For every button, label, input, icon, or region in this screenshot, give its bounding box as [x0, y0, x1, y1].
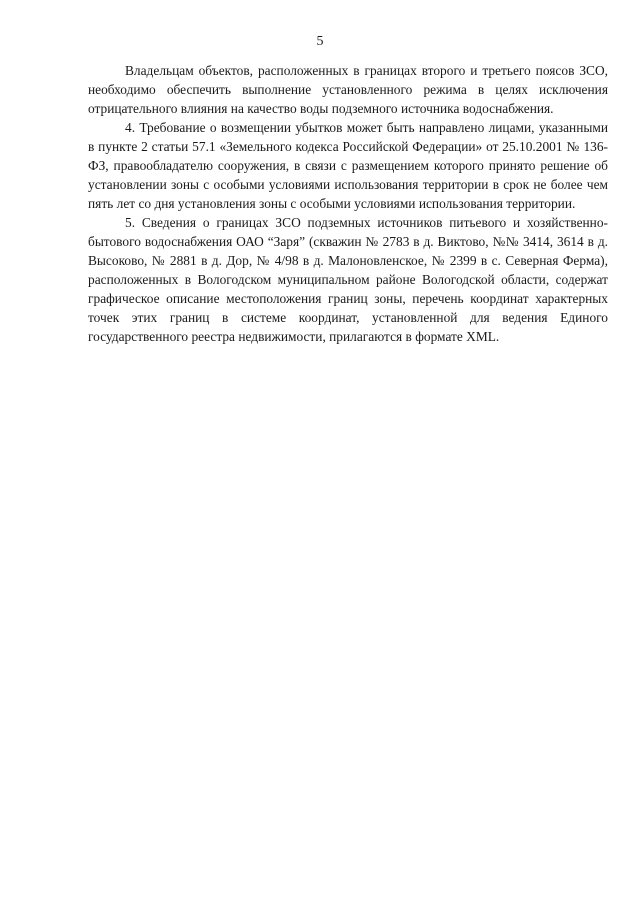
page-number: 5 — [316, 34, 324, 49]
paragraph-zso-owners: Владельцам объектов, расположенных в границах второго и третьего поясов ЗСО, необходимо обеспечить выполнение установленного режима в целях исключения отрицательного влияния на качество воды подземного источника водоснабжения. — [88, 63, 608, 116]
paragraph-zso-boundaries: 5. Сведения о границах ЗСО подземных источников питьевого и хозяйственно-бытового водоснабжения ОАО “Заря” (скважин № 2783 в д. Виктово, №№ 3414, 3614 в д. Высоково, № 2881 в д. Дор, № 4/98 в д. Малоновленское, № 2399 в с. Северная Ферма), расположенных в Вологодском муниципальном районе Вологодской области, содержат графическое описание местоположения границ зоны, перечень координат характерных точек этих границ в системе координат, установленной для ведения Единого государственного реестра недвижимости, прилагаются в формате XML. — [88, 215, 608, 344]
document-body — [88, 61, 608, 346]
paragraph-damages-claim: 4. Требование о возмещении убытков может быть направлено лицами, указанными в пункте 2 статьи 57.1 «Земельного кодекса Российской Федерации» от 25.10.2001 № 136-ФЗ, правообладателю сооружения, в связи с размещением которого принято решение об установлении зоны с особыми условиями использования территории в срок не более чем пять лет со дня установления зоны с особыми условиями использования территории. — [88, 120, 608, 211]
